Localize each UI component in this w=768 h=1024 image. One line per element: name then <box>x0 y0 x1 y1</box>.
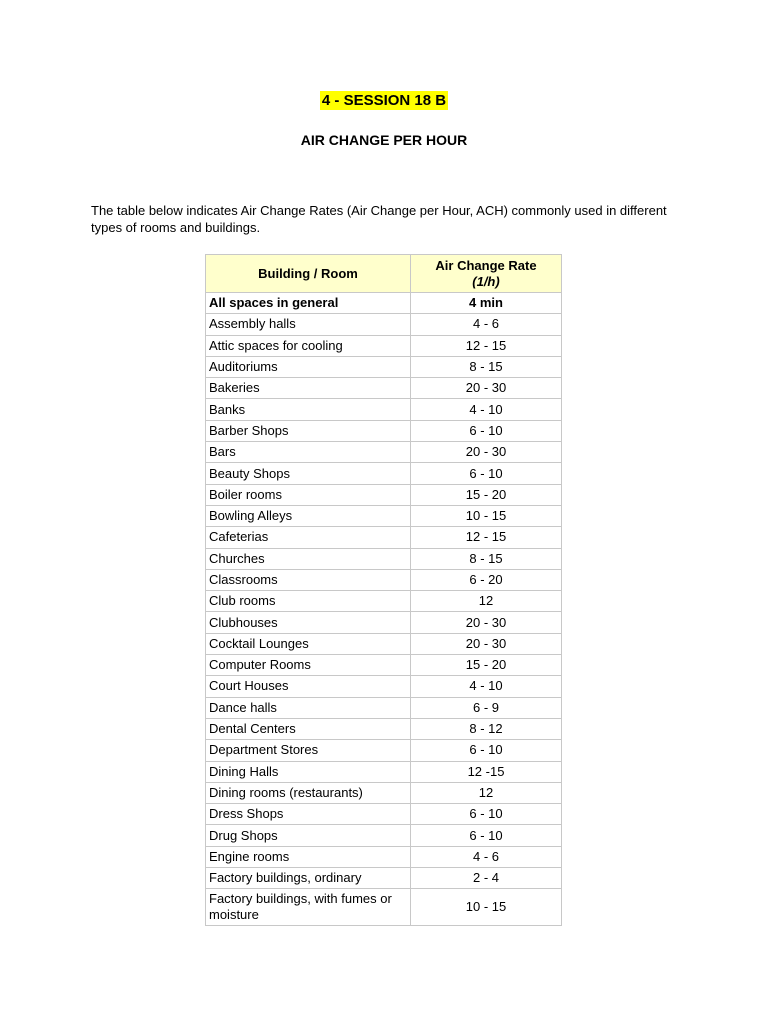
room-cell: Clubhouses <box>206 612 411 633</box>
table-row <box>206 420 562 441</box>
table-row <box>206 505 562 526</box>
room-cell: Boiler rooms <box>206 484 411 505</box>
table-row <box>206 782 562 803</box>
room-cell: Cocktail Lounges <box>206 633 411 654</box>
room-cell: Auditoriums <box>206 356 411 377</box>
table-row <box>206 442 562 463</box>
rate-cell: 12 <box>411 782 562 803</box>
table-row <box>206 612 562 633</box>
table-row <box>206 591 562 612</box>
table-row <box>206 804 562 825</box>
table-row <box>206 463 562 484</box>
air-change-table <box>205 254 562 926</box>
rate-cell: 8 - 15 <box>411 356 562 377</box>
session-title-block <box>0 92 768 110</box>
session-title: 4 - SESSION 18 B <box>321 92 447 109</box>
table-row <box>206 761 562 782</box>
table-row <box>206 655 562 676</box>
table-row <box>206 697 562 718</box>
rate-cell: 2 - 4 <box>411 868 562 889</box>
table-header-row <box>206 255 562 293</box>
room-cell: Bars <box>206 442 411 463</box>
room-cell: Engine rooms <box>206 846 411 867</box>
rate-cell: 12 <box>411 591 562 612</box>
table-row <box>206 314 562 335</box>
rate-cell: 8 - 15 <box>411 548 562 569</box>
table-row <box>206 740 562 761</box>
table-row <box>206 676 562 697</box>
table-row <box>206 399 562 420</box>
rate-cell: 12 - 15 <box>411 335 562 356</box>
rate-cell: 4 - 6 <box>411 846 562 867</box>
room-cell: Cafeterias <box>206 527 411 548</box>
table-body <box>206 293 562 926</box>
rate-cell: 20 - 30 <box>411 633 562 654</box>
table-row <box>206 527 562 548</box>
intro-paragraph: The table below indicates Air Change Rates (Air Change per Hour, ACH) commonly used in different types of rooms and buildings. <box>91 203 667 235</box>
room-cell: Bakeries <box>206 378 411 399</box>
rate-cell: 20 - 30 <box>411 612 562 633</box>
table-row <box>206 569 562 590</box>
rate-cell: 6 - 10 <box>411 463 562 484</box>
header-building-room: Building / Room <box>206 255 411 293</box>
rate-cell: 4 min <box>411 293 562 314</box>
header-rate-label: Air Change Rate <box>435 257 537 273</box>
rate-cell: 12 - 15 <box>411 527 562 548</box>
table-row <box>206 484 562 505</box>
room-cell: Factory buildings, with fumes or moisture <box>206 889 411 926</box>
room-cell: Dance halls <box>206 697 411 718</box>
table-row <box>206 633 562 654</box>
table-row <box>206 718 562 739</box>
rate-cell: 6 - 10 <box>411 804 562 825</box>
room-cell: Attic spaces for cooling <box>206 335 411 356</box>
rate-cell: 6 - 10 <box>411 740 562 761</box>
rate-cell: 20 - 30 <box>411 378 562 399</box>
rate-cell: 4 - 10 <box>411 399 562 420</box>
room-cell: Barber Shops <box>206 420 411 441</box>
table-row <box>206 548 562 569</box>
rate-cell: 6 - 10 <box>411 825 562 846</box>
page-subtitle: AIR CHANGE PER HOUR <box>300 132 468 148</box>
rate-cell: 4 - 10 <box>411 676 562 697</box>
table-row <box>206 378 562 399</box>
room-cell: Beauty Shops <box>206 463 411 484</box>
rate-cell: 10 - 15 <box>411 505 562 526</box>
room-cell: Computer Rooms <box>206 655 411 676</box>
room-cell: Factory buildings, ordinary <box>206 868 411 889</box>
rate-cell: 20 - 30 <box>411 442 562 463</box>
room-cell: Drug Shops <box>206 825 411 846</box>
rate-cell: 8 - 12 <box>411 718 562 739</box>
room-cell: Churches <box>206 548 411 569</box>
room-cell: Bowling Alleys <box>206 505 411 526</box>
header-rate-unit: (1/h) <box>472 273 500 289</box>
rate-cell: 15 - 20 <box>411 655 562 676</box>
rate-cell: 6 - 20 <box>411 569 562 590</box>
room-cell: All spaces in general <box>206 293 411 314</box>
table-row <box>206 846 562 867</box>
rate-cell: 6 - 9 <box>411 697 562 718</box>
rate-cell: 15 - 20 <box>411 484 562 505</box>
rate-cell: 6 - 10 <box>411 420 562 441</box>
room-cell: Dining Halls <box>206 761 411 782</box>
room-cell: Department Stores <box>206 740 411 761</box>
rate-cell: 12 -15 <box>411 761 562 782</box>
table-row <box>206 868 562 889</box>
room-cell: Court Houses <box>206 676 411 697</box>
table-row <box>206 356 562 377</box>
room-cell: Dental Centers <box>206 718 411 739</box>
header-air-change-rate <box>411 255 562 293</box>
table-row <box>206 335 562 356</box>
rate-cell: 4 - 6 <box>411 314 562 335</box>
rate-cell: 10 - 15 <box>411 889 562 926</box>
table-row <box>206 293 562 314</box>
table-row <box>206 825 562 846</box>
table-row <box>206 889 562 926</box>
room-cell: Club rooms <box>206 591 411 612</box>
room-cell: Dress Shops <box>206 804 411 825</box>
room-cell: Banks <box>206 399 411 420</box>
room-cell: Assembly halls <box>206 314 411 335</box>
room-cell: Classrooms <box>206 569 411 590</box>
room-cell: Dining rooms (restaurants) <box>206 782 411 803</box>
